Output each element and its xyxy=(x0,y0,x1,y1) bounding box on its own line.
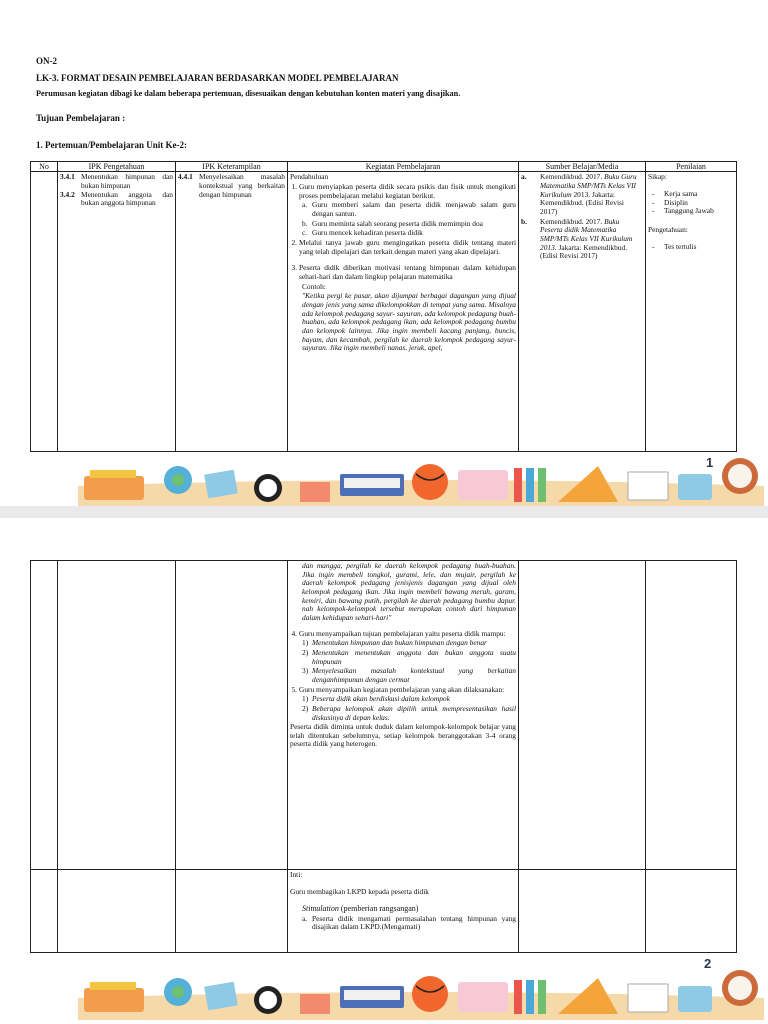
step-4: 4. Guru menyampaikan tujuan pembelajaran yaitu peserta didik mampu: xyxy=(290,630,516,639)
sikap-item: - Disiplin xyxy=(652,197,688,207)
ipk-code: 3.4.1 xyxy=(60,172,75,182)
table-row xyxy=(31,870,737,953)
source-letter: b. xyxy=(521,216,527,226)
page-number-2: 2 xyxy=(704,956,712,971)
step-5-text: Guru menyampaikan kegiatan pembelajaran yang akan dilaksanakan: xyxy=(299,684,505,694)
cell-sumber xyxy=(519,172,646,452)
cell-kegiatan xyxy=(288,870,519,953)
source-title: Buku Peserta didik Matematika SMP/MTs Kelas VII Kurikulum 2013. xyxy=(540,216,633,252)
step-1c-text: Guru mencek kehadiran peserta didik xyxy=(312,228,423,238)
meeting-label: 1. Pertemuan/Pembelajaran Unit Ke-2: xyxy=(36,140,187,150)
cell-kegiatan xyxy=(288,561,519,870)
cell-penilaian xyxy=(646,172,737,452)
source-publisher: 2013. Jakarta: Kemendikbud. (Edisi Revisi 2017) xyxy=(540,189,624,216)
pengetahuan-item: - Tes tertulis xyxy=(652,241,697,251)
activity-item: 1) Peserta didik akan berdiskusi dalam kelompok xyxy=(302,694,450,704)
header-kegiatan: Kegiatan Pembelajaran xyxy=(288,162,519,172)
source-author: Kemendikbud. 2017. xyxy=(540,172,603,182)
doc-title: LK-3. FORMAT DESAIN PEMBELAJARAN BERDASARKAN MODEL PEMBELAJARAN xyxy=(36,73,399,83)
header-ipk-keterampilan: IPK Keterampilan xyxy=(176,162,288,172)
activity-item: 2) Beberapa kelompok akan dipilih untuk mempresentasikan hasil diskusinya di depan kelas. xyxy=(302,703,516,722)
sikap-item: - Tanggung Jawab xyxy=(652,206,714,216)
page-2 xyxy=(0,518,768,1024)
step-1c: c. Guru mencek kehadiran peserta didik xyxy=(302,229,516,238)
source-letter: a. xyxy=(521,172,527,182)
ipk-code: 4.4.1 xyxy=(178,172,193,182)
ipk-text: Menyelesaikan masalah kontekstual yang berkaitan dengan himpunan xyxy=(199,172,285,199)
step-2: 2. Melalui tanya jawab guru mengingatkan peserta didik tentang materi yang telah dipelajari dan terkait dengan materi yang akan dipelajari. xyxy=(291,237,516,256)
step-2-text: Melalui tanya jawab guru mengingatkan peserta didik tentang materi yang telah dipelajari dan terkait dengan materi yang akan dipelajari. xyxy=(299,237,516,256)
ipk-item xyxy=(60,191,173,208)
school-supplies-illustration xyxy=(78,456,764,506)
page-1 xyxy=(0,0,768,506)
cell-ipk-keterampilan xyxy=(176,172,288,452)
pendahuluan-heading: Pendahuluan xyxy=(290,173,329,182)
ipk-item xyxy=(178,173,285,199)
source-item xyxy=(521,173,643,216)
cell-ipk-keterampilan xyxy=(176,870,288,953)
objective-item: 1) Menentukan himpunan dan bukan himpunan dengan benar xyxy=(302,638,487,648)
source-author: Kemendikbud. 2017. xyxy=(540,216,603,226)
inti-intro: Guru membagikan LKPD kepada peserta didik xyxy=(290,886,429,896)
sikap-item: - Kerja sama xyxy=(652,189,698,199)
step-1-text: Guru menyiapkan peserta didik secara psikis dan fisik untuk mengikuti proses pembelajaran melalui kegiatan berikut. xyxy=(299,182,516,200)
tujuan-label: Tujuan Pembelajaran : xyxy=(36,113,126,123)
stimulation-item: a. Peserta didik mengamati permasalahan tentang himpunan yang disajikan dalam LKPD.(Mengamati) xyxy=(302,913,516,932)
header-no: No xyxy=(31,162,58,172)
cell-sumber xyxy=(519,561,646,870)
step-1: 1. Guru menyiapkan peserta didik secara psikis dan fisik untuk mengikuti proses pembelajaran melalui kegiatan berikut. xyxy=(291,182,516,200)
cell-kegiatan xyxy=(288,172,519,452)
source-publisher: Jakarta: Kemendikbud. (Edisi Revisi 2017) xyxy=(540,242,628,261)
contoh-label: Contoh: xyxy=(302,281,326,291)
school-supplies-illustration xyxy=(78,968,764,1020)
doc-code: ON-2 xyxy=(36,56,57,66)
doc-subtitle: Perumusan kegiatan dibagi ke dalam beberapa pertemuan, disesuaikan dengan kebutuhan konten materi yang disajikan. xyxy=(36,89,461,98)
source-item xyxy=(521,218,643,261)
step-1a-text: Guru memberi salam dan peserta didik menjawab salam guru dengan santun. xyxy=(312,200,516,218)
closing-text: Peserta didik diminta untuk duduk dalam kelompok-kelompok belajar yang telah ditentukan sebelumnya, setiap kelompok beranggotakan 3-4 orang peserta didik yang heterogen. xyxy=(290,722,516,749)
objective-item: 3) Menyelesaikan masalah kontekstual yang berkaitan denganhimpunan dengan cermat xyxy=(302,666,516,684)
cell-no xyxy=(31,172,58,452)
stimulation-heading: Stimulation (pemberian rangsangan) xyxy=(302,904,419,914)
cell-no xyxy=(31,561,58,870)
cell-no xyxy=(31,870,58,953)
step-4-text: Guru menyampaikan tujuan pembelajaran yaitu peserta didik mampu: xyxy=(299,628,506,638)
table-header-row xyxy=(31,162,737,172)
table-row xyxy=(31,172,737,452)
step-3-text: Peserta didik diberikan motivasi tentang himpunan dalam kehidupan sehari-hari dan dalam lingkup pelajaran matematika xyxy=(299,263,516,281)
design-table-p1 xyxy=(30,161,737,452)
decorative-banner xyxy=(78,968,764,1020)
contoh-quote: "Ketika pergi ke pasar, akan dijumpai berbagai dagangan yang dijual dengan jenis yang sama dikelompokkan di tempat yang sama. Misalnya ada kelompok pedagang sayur- sayuran, ada kelompok pedagang buah-buahan, ada kelompok pedagang ikan, ada kelompok pedagang bumbu dan kelompok lainnya. Jika ingin membeli kacang panjang, buncis, bayam, dan kecambah, pergilah ke daerah kelompok pedagang sayur-sayuran. Jika ingin membeli nanas, jeruk, apel, xyxy=(302,291,516,353)
table-row xyxy=(31,561,737,870)
step-1a: a. Guru memberi salam dan peserta didik menjawab salam guru dengan santun. xyxy=(302,200,516,218)
ipk-item xyxy=(60,173,173,190)
source-title: Buku Guru Matematika SMP/MTs Kelas VII Kurikulum xyxy=(540,172,637,199)
cell-sumber xyxy=(519,870,646,953)
objective-item: 2) Menentukan menentukan anggota dan bukan anggota suatu himpunan xyxy=(302,647,516,666)
cell-ipk-pengetahuan xyxy=(58,870,176,953)
header-ipk-pengetahuan: IPK Pengetahuan xyxy=(58,162,176,172)
step-1b-text: Guru meminta salah seorang peserta didik memimpin doa xyxy=(312,218,483,228)
cell-penilaian xyxy=(646,561,737,870)
cell-ipk-pengetahuan xyxy=(58,172,176,452)
design-table-p2 xyxy=(30,560,737,953)
sikap-label: Sikap: xyxy=(648,172,667,182)
header-penilaian: Penilaian xyxy=(646,162,737,172)
cell-ipk-pengetahuan xyxy=(58,561,176,870)
ipk-text: Menentukan anggota dan bukan anggota himpunan xyxy=(81,189,173,208)
ipk-text: Menentukan himpunan dan bukan himpunan xyxy=(81,172,173,191)
step-5: 5. Guru menyampaikan kegiatan pembelajaran yang akan dilaksanakan: xyxy=(290,686,516,695)
cell-ipk-keterampilan xyxy=(176,561,288,870)
step-1b: b. Guru meminta salah seorang peserta didik memimpin doa xyxy=(302,220,516,229)
decorative-banner xyxy=(78,456,764,506)
pengetahuan-label: Pengetahuan: xyxy=(648,224,688,234)
header-sumber: Sumber Belajar/Media xyxy=(519,162,646,172)
inti-heading: Inti: xyxy=(290,871,303,879)
ipk-code: 3.4.2 xyxy=(60,189,75,199)
page-number-1: 1 xyxy=(706,455,714,470)
contoh-quote-cont: dan mangga, pergilah ke daerah kelompok pedagang buah-buahan. Jika ingin membeli tongkol, gurami, lele, dan mujair, pergilah ke daerah kelompok pedagang jenisjenis dagangan yang dijual oleh kelompok pedagang ikan. Jika ingin membeli bawang merah, garam, kemiri, dan bawang putih, pergilah ke daerah pedagang bumbu dapur. nah kelompok-kelompok tersebut merupakan contoh dari himpunan dalam kehidupan sehari-hari" xyxy=(302,562,516,622)
step-3: 3. Peserta didik diberikan motivasi tentang himpunan dalam kehidupan sehari-hari dan dalam lingkup pelajaran matematika xyxy=(291,263,516,281)
cell-penilaian xyxy=(646,870,737,953)
